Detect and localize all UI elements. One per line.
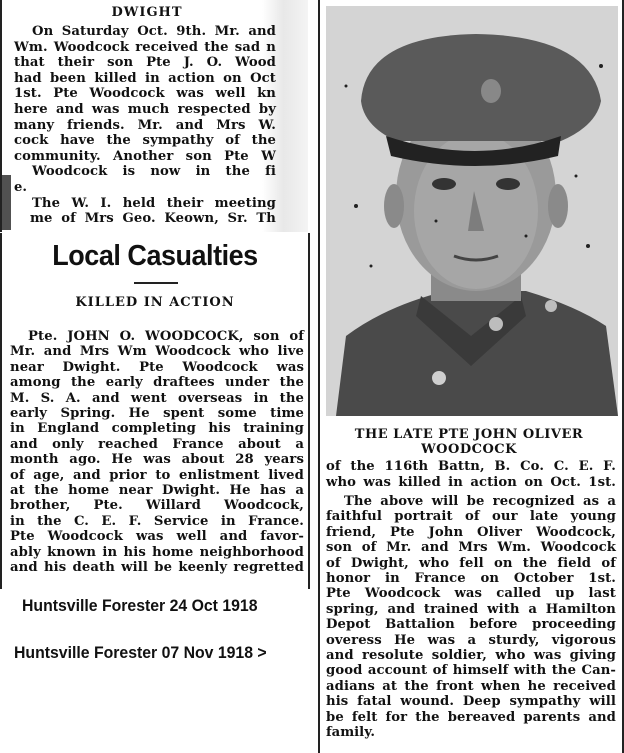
text-line: The W. I. held their meeting bbox=[32, 195, 276, 211]
text-line: family. bbox=[326, 725, 375, 741]
text-line: The above will be recognized as a bbox=[344, 494, 616, 509]
text-line: spring, and trained with a Hamilton bbox=[326, 601, 616, 617]
story-heading bbox=[324, 427, 614, 457]
text-line: brother, Pte. Willard Woodcock, bbox=[10, 498, 304, 514]
local-casualties-body bbox=[10, 329, 304, 576]
text-line: that their son Pte J. O. Wood bbox=[14, 55, 276, 71]
text-line: 1st. Pte Woodcock was well kn bbox=[14, 86, 276, 102]
text-line: me of Mrs Geo. Keown, Sr. Th bbox=[30, 211, 276, 227]
late-pte-woodcock-clipping bbox=[318, 422, 624, 753]
caption-first-clipping: Huntsville Forester 24 Oct 1918 bbox=[22, 596, 258, 615]
text-line: son of Mr. and Mrs Wm. Woodcock bbox=[326, 540, 616, 556]
dwight-heading: DWIGHT bbox=[111, 5, 183, 20]
dwight-body bbox=[14, 24, 276, 227]
killed-in-action-subheading: KILLED IN ACTION bbox=[75, 295, 235, 310]
soldier-portrait-photo bbox=[318, 0, 624, 422]
local-casualties-clipping bbox=[0, 233, 310, 589]
text-line: who was killed in action on Oct. 1st. bbox=[326, 475, 616, 490]
text-line: of Dwight, who fell on the field of bbox=[326, 555, 616, 571]
text-line: Pte. JOHN O. WOODCOCK, son of bbox=[28, 329, 304, 344]
story-body bbox=[326, 494, 616, 741]
text-line: month ago. He was about 28 years bbox=[10, 452, 304, 468]
story-heading-line: THE LATE PTE JOHN OLIVER bbox=[354, 427, 584, 442]
text-line: Mr. and Mrs Wm Woodcock who live bbox=[10, 344, 304, 360]
text-line: Woodcock is now in the fi bbox=[32, 164, 276, 180]
text-line: Depot Battalion before proceeding bbox=[326, 617, 616, 633]
text-line: and only reached France about a bbox=[10, 436, 304, 452]
text-line: good account of himself with the Can- bbox=[326, 663, 616, 679]
text-line: among the early draftees under the bbox=[10, 375, 304, 391]
text-line: Wm. Woodcock received the sad n bbox=[14, 39, 276, 55]
text-line: near Dwight. Pte Woodcock was bbox=[10, 359, 304, 375]
text-line: ably known in his home neighborhood bbox=[10, 544, 304, 560]
story-heading-line: WOODCOCK bbox=[421, 442, 517, 457]
text-line: faithful portrait of our late young bbox=[326, 509, 616, 525]
text-line: cock have the sympathy of the bbox=[14, 133, 276, 149]
text-line: On Saturday Oct. 9th. Mr. and bbox=[32, 24, 276, 39]
text-line: be felt for the bereaved parents and bbox=[326, 709, 616, 725]
local-casualties-title: Local Casualties bbox=[52, 240, 258, 272]
soldier-portrait-image bbox=[326, 6, 618, 416]
text-line: here and was much respected by bbox=[14, 101, 276, 117]
text-line: e. bbox=[14, 179, 27, 195]
text-line: M. S. A. and went overseas in the bbox=[10, 390, 304, 406]
text-line: overess He was a sturdy, vigorous bbox=[326, 632, 616, 648]
text-line: honor in France on October 1st. bbox=[326, 571, 616, 587]
text-line: community. Another son Pte W bbox=[14, 148, 276, 164]
scan-smudge bbox=[2, 175, 11, 230]
text-line: early Spring. He spent some time bbox=[10, 406, 304, 422]
text-line: of age, and prior to enlistment lived bbox=[10, 467, 304, 483]
story-subheading bbox=[326, 459, 616, 491]
text-line: and his death will be keenly regretted bbox=[10, 560, 304, 576]
title-rule bbox=[134, 282, 178, 284]
text-line: his fatal wound. Deep sympathy will bbox=[326, 694, 616, 710]
text-line: Pte Woodcock was well and favor- bbox=[10, 529, 304, 545]
text-line: of the 116th Battn, B. Co. C. E. F. bbox=[326, 459, 616, 474]
caption-second-clipping: Huntsville Forester 07 Nov 1918 > bbox=[14, 643, 267, 662]
text-line: at the home near Dwight. He has a bbox=[10, 483, 304, 499]
text-line: adians at the front when he received bbox=[326, 678, 616, 694]
dwight-clipping bbox=[0, 0, 308, 232]
text-line: many friends. Mr. and Mrs W. bbox=[14, 117, 276, 133]
text-line: in England completing his training bbox=[10, 421, 304, 437]
text-line: in the C. E. F. Service in France. bbox=[10, 513, 304, 529]
text-line: and resolute soldier, who was giving bbox=[326, 648, 616, 664]
text-line: friend, Pte John Oliver Woodcock, bbox=[326, 524, 616, 540]
text-line: Pte Woodcock was called up last bbox=[326, 586, 616, 602]
text-line: had been killed in action on Oct bbox=[14, 70, 276, 86]
